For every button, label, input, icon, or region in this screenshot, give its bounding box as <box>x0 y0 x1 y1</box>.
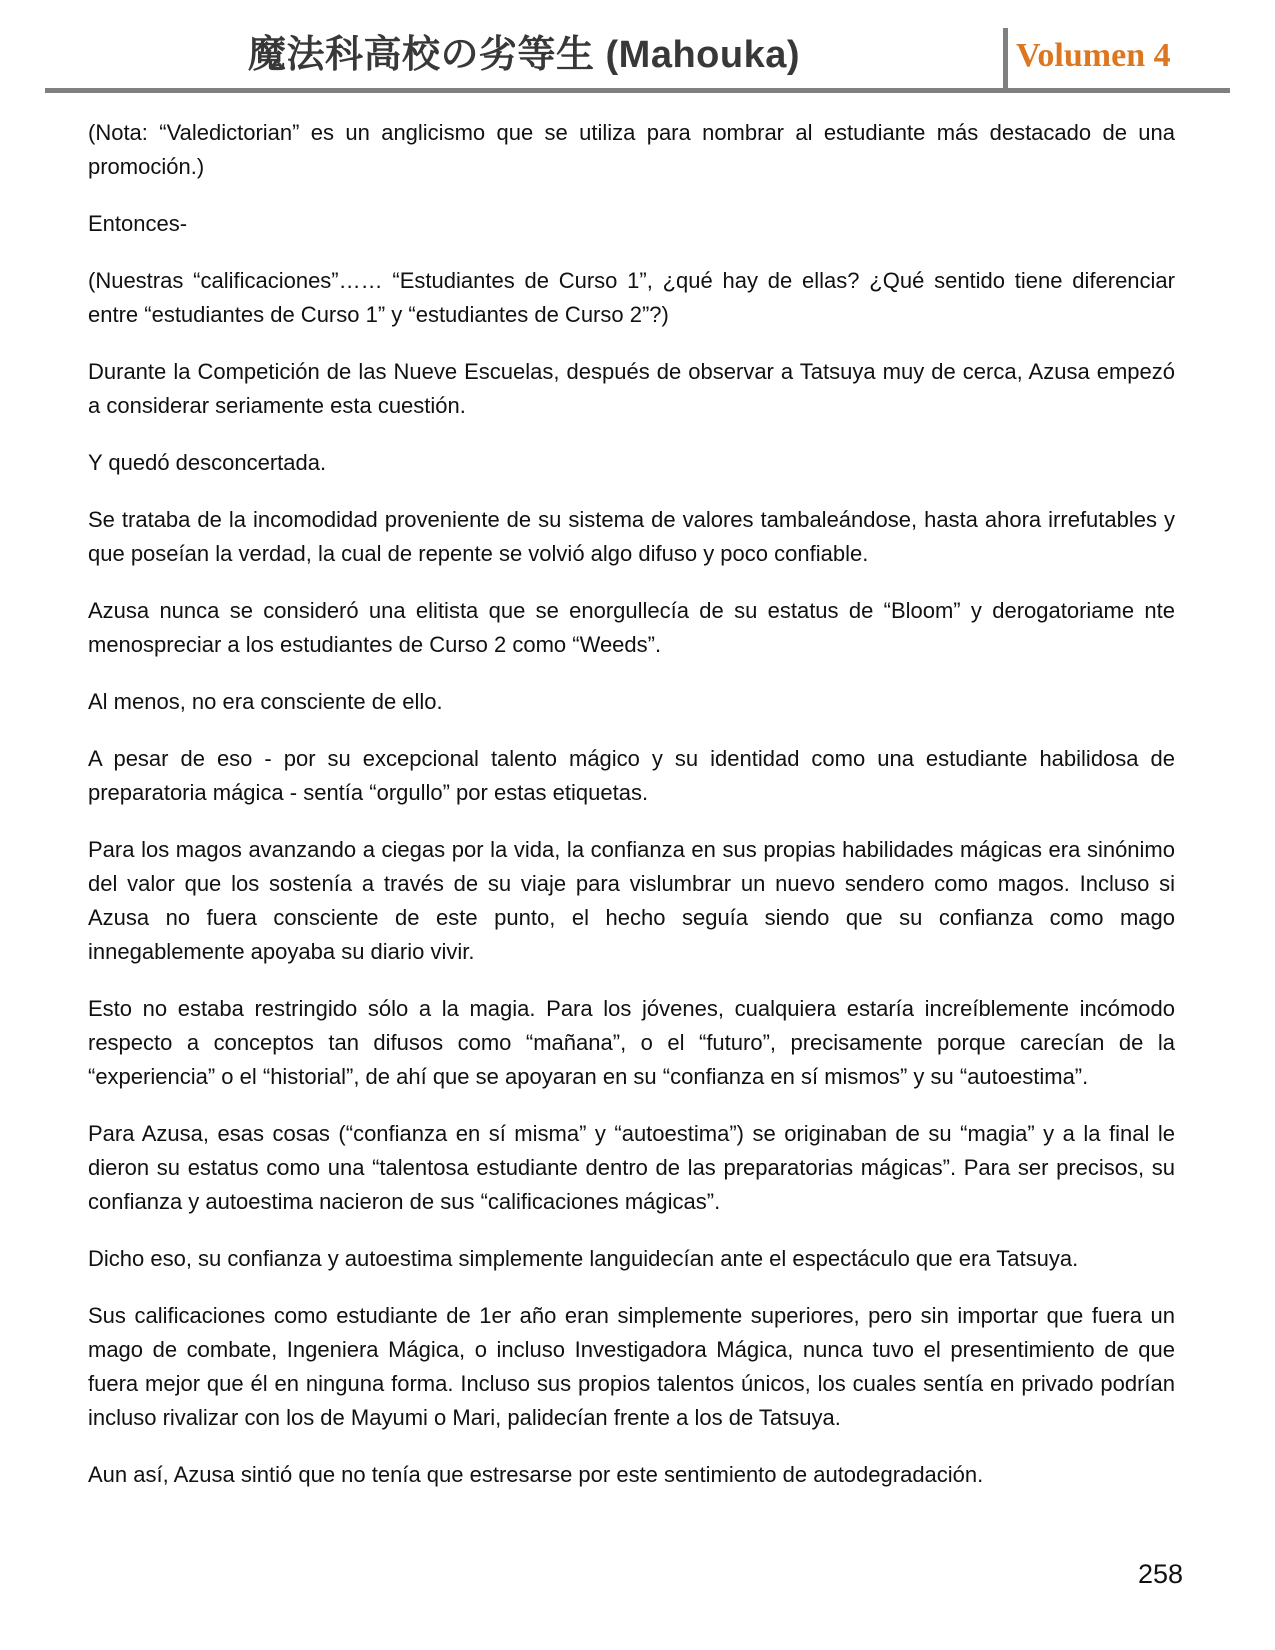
paragraph: Y quedó desconcertada. <box>88 450 327 475</box>
paragraph: A pesar de eso - por su excepcional talento mágico y su identidad como una estudiante habilidosa de preparatoria mágica - sentía “orgullo” por estas etiquetas. <box>88 746 1175 805</box>
paragraph: (Nuestras “calificaciones”…… “Estudiantes de Curso 1”, ¿qué hay de ellas? ¿Qué sentido tiene diferenciar entre “estudiantes de Curso 1” y “estudiantes de Curso 2”?) <box>88 268 1175 327</box>
paragraph: Esto no estaba restringido sólo a la magia. Para los jóvenes, cualquiera estaría increíblemente incómodo respecto a conceptos tan difusos como “mañana”, o el “futuro”, precisamente porque carecían de la “experiencia” o el “historial”, de ahí que se apoyaran en su “confianza en sí mismos” y su “autoestima”. <box>88 996 1175 1089</box>
paragraph: Azusa nunca se consideró una elitista que se enorgullecía de su estatus de “Bloom” y derogatoriame nte menospreciar a los estudiantes de Curso 2 como “Weeds”. <box>88 598 1175 657</box>
header-vertical-divider <box>1003 28 1008 89</box>
paragraph: (Nota: “Valedictorian” es un anglicismo que se utiliza para nombrar al estudiante más destacado de una promoción.) <box>88 120 1175 179</box>
novel-title: 魔法科高校の劣等生 (Mahouka) <box>247 34 801 76</box>
volume-label: Volumen 4 <box>1016 37 1171 74</box>
paragraph: Se trataba de la incomodidad proveniente de su sistema de valores tambaleándose, hasta ahora irrefutables y que poseían la verdad, la cual de repente se volvió algo difuso y poco confiable. <box>88 507 1175 566</box>
paragraph: Durante la Competición de las Nueve Escuelas, después de observar a Tatsuya muy de cerca, Azusa empezó a considerar seriamente esta cuestión. <box>88 359 1175 418</box>
paragraph: Sus calificaciones como estudiante de 1er año eran simplemente superiores, pero sin importar que fuera un mago de combate, Ingeniera Mágica, o incluso Investigadora Mágica, nunca tuvo el presentimiento de que fuera mejor que él en ninguna forma. Incluso sus propios talentos únicos, los cuales sentía en privado podrían incluso rivalizar con los de Mayumi o Mari, palidecían frente a los de Tatsuya. <box>88 1303 1175 1430</box>
paragraph: Para Azusa, esas cosas (“confianza en sí misma” y “autoestima”) se originaban de su “magia” y a la final le dieron su estatus como una “talentosa estudiante dentro de las preparatorias mágicas”. Para ser precisos, su confianza y autoestima nacieron de sus “calificaciones mágicas”. <box>88 1121 1175 1214</box>
paragraph: Dicho eso, su confianza y autoestima simplemente languidecían ante el espectáculo que era Tatsuya. <box>88 1246 1079 1271</box>
paragraph: Entonces- <box>88 211 188 236</box>
paragraph: Al menos, no era consciente de ello. <box>88 689 443 714</box>
page-number: 258 <box>1137 1559 1183 1589</box>
paragraph: Aun así, Azusa sintió que no tenía que estresarse por este sentimiento de autodegradación. <box>88 1462 984 1487</box>
header-rule <box>45 88 1230 93</box>
page-body <box>88 116 1175 1515</box>
paragraph: Para los magos avanzando a ciegas por la vida, la confianza en sus propias habilidades mágicas era sinónimo del valor que los sostenía a través de su viaje para vislumbrar un nuevo sendero como magos. Incluso si Azusa no fuera consciente de este punto, el hecho seguía siendo que su confianza como mago innegablemente apoyaba su diario vivir. <box>88 837 1175 964</box>
